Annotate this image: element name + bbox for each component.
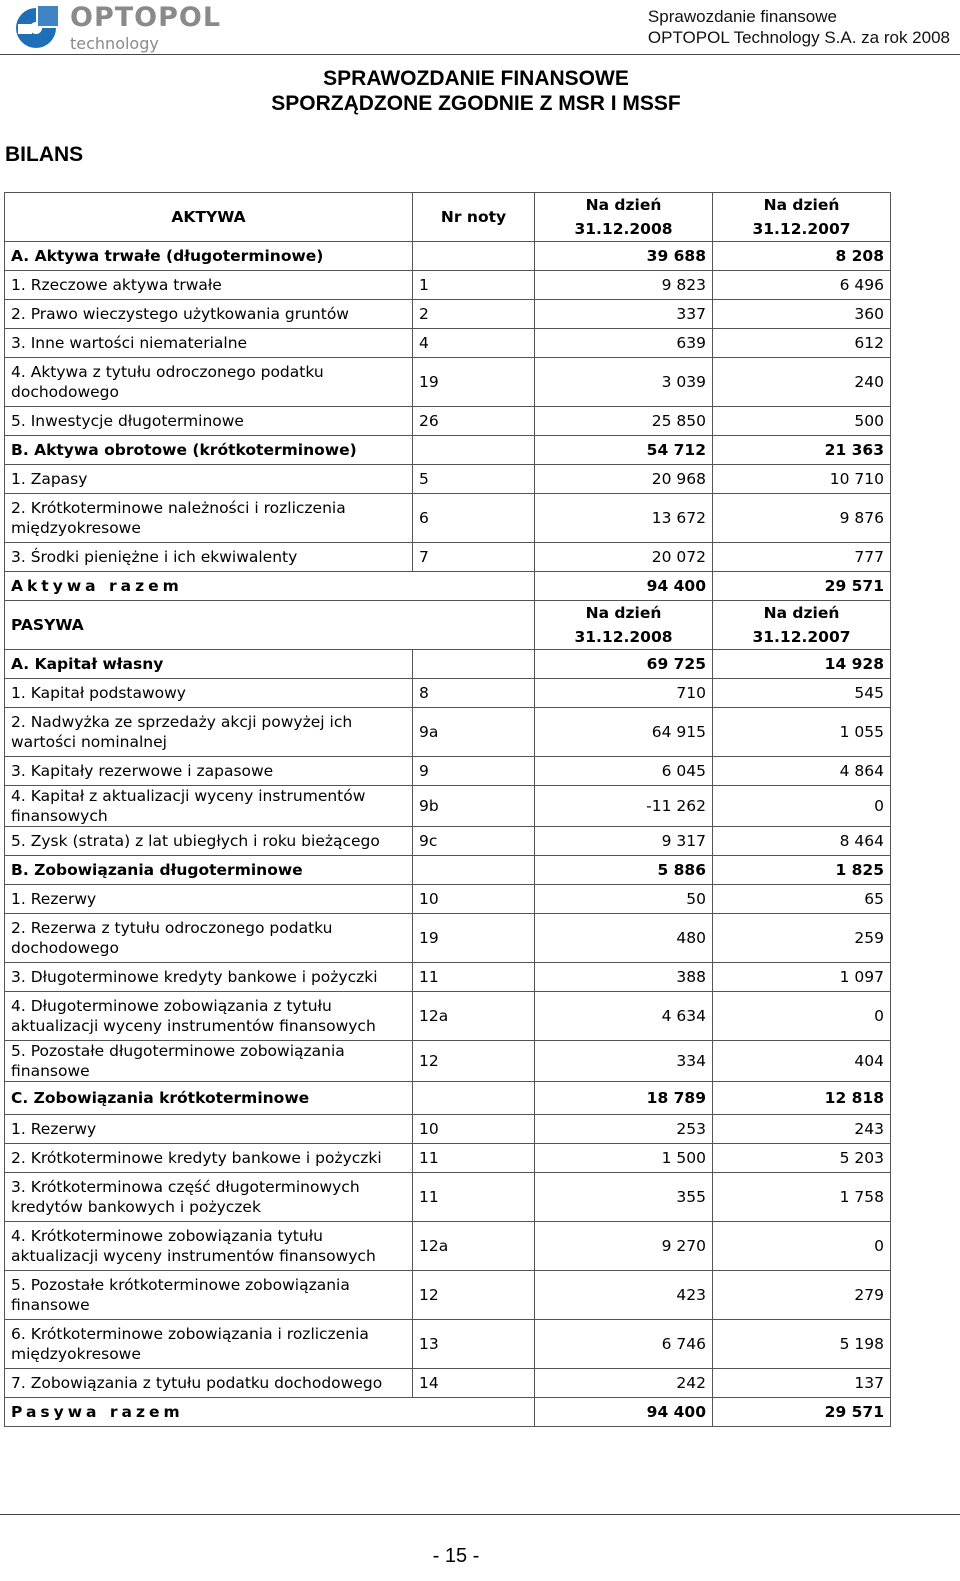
- row-label: 7. Zobowiązania z tytułu podatku dochodowego: [5, 1369, 413, 1398]
- row-label: B. Aktywa obrotowe (krótkoterminowe): [5, 436, 413, 465]
- row-value-2008: 39 688: [535, 242, 713, 271]
- liabilities-total-2008: 94 400: [535, 1398, 713, 1427]
- row-value-2007: 1 758: [713, 1173, 891, 1222]
- row-label: B. Zobowiązania długoterminowe: [5, 856, 413, 885]
- row-note: [413, 856, 535, 885]
- table-row: [5, 1271, 891, 1320]
- row-value-2007: 0: [713, 1222, 891, 1271]
- row-note: [413, 436, 535, 465]
- row-label: 4. Krótkoterminowe zobowiązania tytułu aktualizacji wyceny instrumentów finansowych: [5, 1222, 413, 1271]
- row-note: 10: [413, 885, 535, 914]
- row-value-2007: 545: [713, 679, 891, 708]
- report-header-line2: OPTOPOL Technology S.A. za rok 2008: [647, 28, 950, 47]
- row-note: 12a: [413, 992, 535, 1041]
- liabilities-body: [5, 650, 891, 1398]
- table-row: [5, 1173, 891, 1222]
- row-label: 4. Długoterminowe zobowiązania z tytułu aktualizacji wyceny instrumentów finansowych: [5, 992, 413, 1041]
- row-note: [413, 1082, 535, 1115]
- assets-total-2008: 94 400: [535, 572, 713, 601]
- row-note: 13: [413, 1320, 535, 1369]
- liab-col-2007-header: [713, 601, 891, 650]
- row-value-2007: 404: [713, 1041, 891, 1082]
- row-value-2007: 259: [713, 914, 891, 963]
- assets-total-2007: 29 571: [713, 572, 891, 601]
- row-note: 8: [413, 679, 535, 708]
- row-value-2007: 360: [713, 300, 891, 329]
- row-value-2008: 710: [535, 679, 713, 708]
- row-value-2008: 69 725: [535, 650, 713, 679]
- liab-col-2008-header-line1: Na dzień: [585, 604, 662, 622]
- row-value-2008: 3 039: [535, 358, 713, 407]
- row-label: A. Kapitał własny: [5, 650, 413, 679]
- row-value-2008: 64 915: [535, 708, 713, 757]
- row-value-2007: 10 710: [713, 465, 891, 494]
- row-value-2008: 337: [535, 300, 713, 329]
- row-label: 4. Kapitał z aktualizacji wyceny instrumentów finansowych: [5, 786, 413, 827]
- liabilities-header-row: [5, 601, 891, 650]
- table-row: [5, 1320, 891, 1369]
- row-value-2007: 777: [713, 543, 891, 572]
- row-label: 1. Rezerwy: [5, 885, 413, 914]
- liabilities-header-label: PASYWA: [5, 601, 535, 650]
- row-label: 2. Krótkoterminowe kredyty bankowe i pożyczki: [5, 1144, 413, 1173]
- row-label: A. Aktywa trwałe (długoterminowe): [5, 242, 413, 271]
- row-value-2008: 1 500: [535, 1144, 713, 1173]
- liabilities-total-body: [5, 1398, 891, 1427]
- row-note: 9c: [413, 827, 535, 856]
- row-note: 12: [413, 1041, 535, 1082]
- row-label: 3. Inne wartości niematerialne: [5, 329, 413, 358]
- row-value-2007: 14 928: [713, 650, 891, 679]
- row-value-2007: 4 864: [713, 757, 891, 786]
- liab-col-2008-header: [535, 601, 713, 650]
- row-label: 3. Kapitały rezerwowe i zapasowe: [5, 757, 413, 786]
- row-value-2008: 639: [535, 329, 713, 358]
- row-value-2007: 240: [713, 358, 891, 407]
- row-value-2007: 6 496: [713, 271, 891, 300]
- row-value-2007: 0: [713, 992, 891, 1041]
- row-note: 12a: [413, 1222, 535, 1271]
- report-header-line1: Sprawozdanie finansowe: [647, 7, 837, 26]
- row-note: 1: [413, 271, 535, 300]
- row-value-2008: 242: [535, 1369, 713, 1398]
- table-row: [5, 827, 891, 856]
- liab-col-2007-header-line2: 31.12.2007: [752, 628, 851, 646]
- row-value-2007: 8 208: [713, 242, 891, 271]
- row-value-2008: 4 634: [535, 992, 713, 1041]
- report-header: [648, 6, 950, 48]
- row-note: 11: [413, 1144, 535, 1173]
- row-label: 1. Kapitał podstawowy: [5, 679, 413, 708]
- table-row: [5, 242, 891, 271]
- assets-total-row: [5, 572, 891, 601]
- company-logo: [8, 4, 238, 54]
- row-value-2008: 355: [535, 1173, 713, 1222]
- row-note: 11: [413, 963, 535, 992]
- row-value-2008: 253: [535, 1115, 713, 1144]
- row-value-2008: 50: [535, 885, 713, 914]
- row-value-2008: 6 746: [535, 1320, 713, 1369]
- assets-header-label: AKTYWA: [5, 193, 413, 242]
- table-row: [5, 1082, 891, 1115]
- col-2007-header: [713, 193, 891, 242]
- row-note: 5: [413, 465, 535, 494]
- document-title-line1: SPRAWOZDANIE FINANSOWE: [323, 67, 629, 90]
- table-row: [5, 407, 891, 436]
- row-value-2007: 0: [713, 786, 891, 827]
- row-label: 5. Pozostałe długoterminowe zobowiązania finansowe: [5, 1041, 413, 1082]
- row-label: 5. Pozostałe krótkoterminowe zobowiązania finansowe: [5, 1271, 413, 1320]
- row-label: 6. Krótkoterminowe zobowiązania i rozliczenia międzyokresowe: [5, 1320, 413, 1369]
- table-row: [5, 885, 891, 914]
- table-row: [5, 494, 891, 543]
- table-row: [5, 465, 891, 494]
- logo-name: OPTOPOL: [70, 2, 222, 33]
- row-note: 19: [413, 914, 535, 963]
- row-value-2008: 9 823: [535, 271, 713, 300]
- assets-body: [5, 242, 891, 572]
- row-value-2007: 137: [713, 1369, 891, 1398]
- row-value-2008: 334: [535, 1041, 713, 1082]
- table-row: [5, 914, 891, 963]
- row-value-2008: 20 072: [535, 543, 713, 572]
- document-title-line2: SPORZĄDZONE ZGODNIE Z MSR I MSSF: [271, 92, 681, 115]
- row-value-2007: 1 825: [713, 856, 891, 885]
- col-2007-header-line2: 31.12.2007: [752, 220, 851, 238]
- row-value-2007: 5 203: [713, 1144, 891, 1173]
- row-label: 2. Rezerwa z tytułu odroczonego podatku dochodowego: [5, 914, 413, 963]
- section-title: BILANS: [5, 143, 84, 166]
- row-value-2007: 500: [713, 407, 891, 436]
- row-note: 11: [413, 1173, 535, 1222]
- row-label: 1. Zapasy: [5, 465, 413, 494]
- document-title: [0, 66, 952, 116]
- row-note: 9b: [413, 786, 535, 827]
- table-row: [5, 1222, 891, 1271]
- row-label: 1. Rzeczowe aktywa trwałe: [5, 271, 413, 300]
- table-row: [5, 650, 891, 679]
- row-label: 4. Aktywa z tytułu odroczonego podatku dochodowego: [5, 358, 413, 407]
- row-value-2008: 6 045: [535, 757, 713, 786]
- assets-total-body: [5, 572, 891, 650]
- table-row: [5, 1041, 891, 1082]
- logo-subtitle: technology: [70, 34, 159, 53]
- row-value-2007: 8 464: [713, 827, 891, 856]
- table-row: [5, 786, 891, 827]
- row-note: 2: [413, 300, 535, 329]
- table-row: [5, 543, 891, 572]
- row-value-2008: -11 262: [535, 786, 713, 827]
- table-row: [5, 1369, 891, 1398]
- row-value-2007: 9 876: [713, 494, 891, 543]
- row-label: 1. Rezerwy: [5, 1115, 413, 1144]
- table-row: [5, 1115, 891, 1144]
- row-note: 12: [413, 1271, 535, 1320]
- row-label: 3. Długoterminowe kredyty bankowe i pożyczki: [5, 963, 413, 992]
- row-label: 2. Prawo wieczystego użytkowania gruntów: [5, 300, 413, 329]
- row-value-2008: 9 317: [535, 827, 713, 856]
- row-note: 19: [413, 358, 535, 407]
- optopol-logo-icon: [8, 4, 64, 52]
- row-value-2007: 279: [713, 1271, 891, 1320]
- page-number: - 15 -: [432, 1545, 480, 1567]
- row-note: 10: [413, 1115, 535, 1144]
- table-row: [5, 992, 891, 1041]
- footer-divider: [0, 1514, 960, 1515]
- row-value-2008: 480: [535, 914, 713, 963]
- row-value-2008: 20 968: [535, 465, 713, 494]
- row-note: [413, 650, 535, 679]
- row-value-2007: 243: [713, 1115, 891, 1144]
- liabilities-total-label: Pasywa razem: [5, 1398, 535, 1427]
- row-note: 14: [413, 1369, 535, 1398]
- row-value-2008: 9 270: [535, 1222, 713, 1271]
- row-note: 6: [413, 494, 535, 543]
- row-label: 5. Zysk (strata) z lat ubiegłych i roku bieżącego: [5, 827, 413, 856]
- row-value-2008: 54 712: [535, 436, 713, 465]
- table-row: [5, 963, 891, 992]
- table-row: [5, 679, 891, 708]
- row-note: 26: [413, 407, 535, 436]
- row-value-2008: 13 672: [535, 494, 713, 543]
- col-2007-header-line1: Na dzień: [763, 196, 840, 214]
- row-note: 7: [413, 543, 535, 572]
- row-label: 3. Krótkoterminowa część długoterminowych kredytów bankowych i pożyczek: [5, 1173, 413, 1222]
- row-value-2008: 388: [535, 963, 713, 992]
- liabilities-total-2007: 29 571: [713, 1398, 891, 1427]
- row-label: 5. Inwestycje długoterminowe: [5, 407, 413, 436]
- table-row: [5, 757, 891, 786]
- row-note: 9: [413, 757, 535, 786]
- balance-sheet-table: [4, 192, 891, 1427]
- table-row: [5, 329, 891, 358]
- liab-col-2008-header-line2: 31.12.2008: [574, 628, 673, 646]
- row-value-2008: 423: [535, 1271, 713, 1320]
- liab-col-2007-header-line1: Na dzień: [763, 604, 840, 622]
- assets-total-label: Aktywa razem: [5, 572, 535, 601]
- table-row: [5, 1144, 891, 1173]
- row-value-2007: 21 363: [713, 436, 891, 465]
- row-label: 3. Środki pieniężne i ich ekwiwalenty: [5, 543, 413, 572]
- row-value-2007: 612: [713, 329, 891, 358]
- col-2008-header-line2: 31.12.2008: [574, 220, 673, 238]
- header-divider: [0, 54, 960, 55]
- row-value-2007: 12 818: [713, 1082, 891, 1115]
- row-label: 2. Nadwyżka ze sprzedaży akcji powyżej ich wartości nominalnej: [5, 708, 413, 757]
- row-value-2007: 5 198: [713, 1320, 891, 1369]
- table-row: [5, 271, 891, 300]
- row-note: 9a: [413, 708, 535, 757]
- col-2008-header: [535, 193, 713, 242]
- row-value-2008: 25 850: [535, 407, 713, 436]
- row-value-2007: 65: [713, 885, 891, 914]
- row-value-2007: 1 055: [713, 708, 891, 757]
- table-row: [5, 358, 891, 407]
- row-label: 2. Krótkoterminowe należności i rozliczenia międzyokresowe: [5, 494, 413, 543]
- col-2008-header-line1: Na dzień: [585, 196, 662, 214]
- table-row: [5, 436, 891, 465]
- note-header: Nr noty: [413, 193, 535, 242]
- table-row: [5, 708, 891, 757]
- liabilities-total-row: [5, 1398, 891, 1427]
- row-value-2007: 1 097: [713, 963, 891, 992]
- row-value-2008: 5 886: [535, 856, 713, 885]
- row-note: [413, 242, 535, 271]
- table-row: [5, 300, 891, 329]
- row-value-2008: 18 789: [535, 1082, 713, 1115]
- row-label: C. Zobowiązania krótkoterminowe: [5, 1082, 413, 1115]
- assets-header-row: [5, 193, 891, 242]
- table-row: [5, 856, 891, 885]
- row-note: 4: [413, 329, 535, 358]
